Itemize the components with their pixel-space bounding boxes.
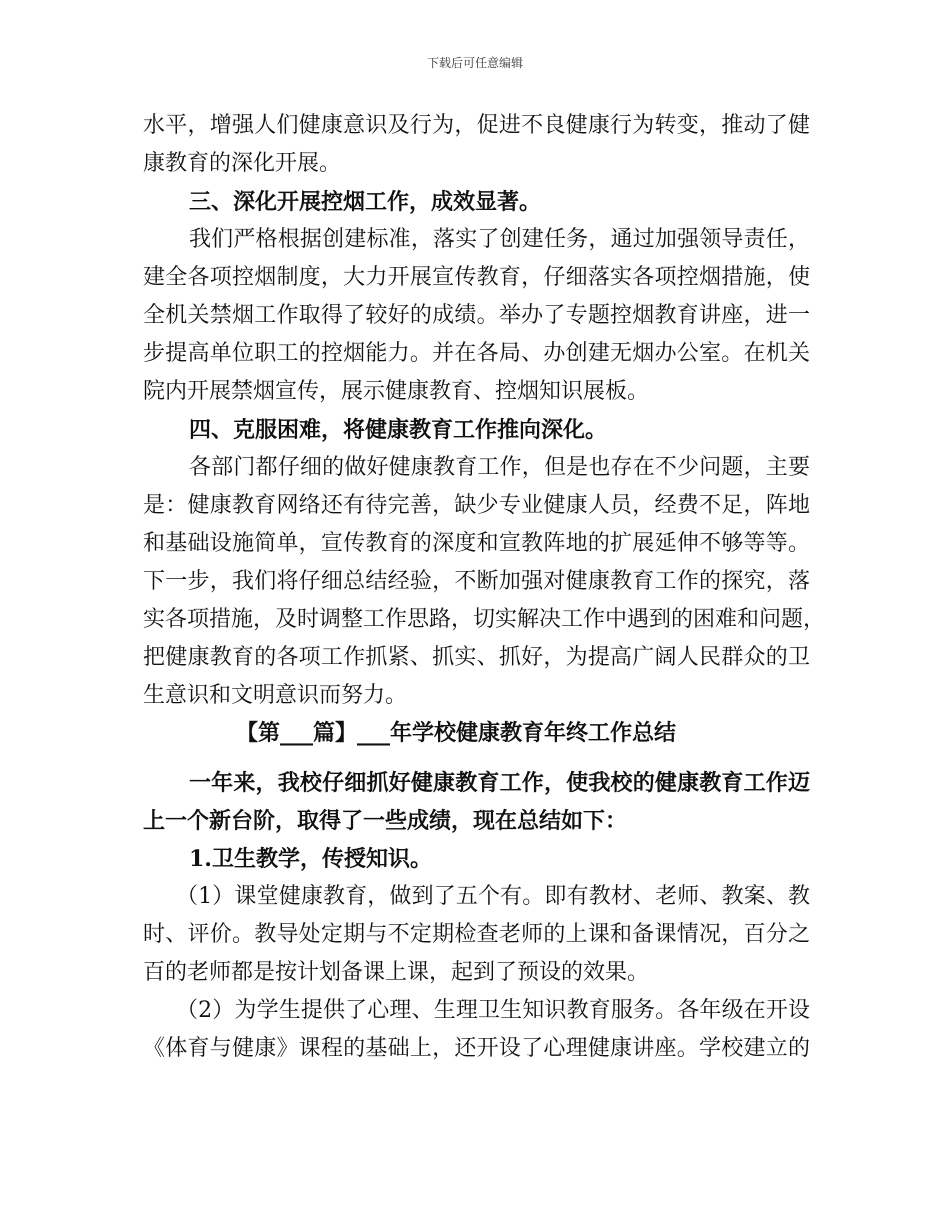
paragraph-line: 生意识和文明意识而努力。 [143,683,408,708]
paragraph-line: 各部门都仔细的做好健康教育工作，但是也存在不少问题，主要 [189,455,810,480]
section-heading: 四、克服困难，将健康教育工作推向深化。 [189,417,608,443]
paragraph-line: 和基础设施简单，宣传教育的深度和宣教阵地的扩展延伸不够等等。 [143,531,810,556]
paragraph-line: 时、评价。教导处定期与不定期检查老师的上课和备课情况，百分之 [143,922,810,947]
point-heading: 1.卫生教学，传授知识。 [189,846,432,872]
paragraph-line: （1）课堂健康教育，做到了五个有。即有教材、老师、教案、教 [176,884,810,909]
paragraph-line: 下一步，我们将仔细总结经验，不断加强对健康教育工作的探究，落 [143,569,810,594]
paragraph-line: 全机关禁烟工作取得了较好的成绩。举办了专题控烟教育讲座，进一 [143,303,810,328]
paragraph-line: （2）为学生提供了心理、生理卫生知识教育服务。各年级在开设 [176,998,810,1023]
intro-line: 一年来，我校仔细抓好健康教育工作，使我校的健康教育工作迈 [189,770,810,796]
paragraph-line: 实各项措施，及时调整工作思路，切实解决工作中遇到的困难和问题， [143,607,826,632]
paragraph-line: 是：健康教育网络还有待完善，缺少专业健康人员，经费不足，阵地 [143,493,810,518]
paragraph-line: 把健康教育的各项工作抓紧、抓实、抓好，为提高广阔人民群众的卫 [143,645,810,670]
page-header: 下载后可任意编辑 [426,56,523,70]
section-heading: 三、深化开展控烟工作，成效显著。 [189,189,542,215]
article-title: 【第___篇】___年学校健康教育年终工作总结 [236,720,677,746]
paragraph-line: 水平，增强人们健康意识及行为，促进不良健康行为转变，推动了健 [143,113,810,138]
paragraph-line: 院内开展禁烟宣传，展示健康教育、控烟知识展板。 [143,379,650,404]
paragraph-line: 我们严格根据创建标准，落实了创建任务，通过加强领导责任， [189,227,810,252]
intro-line: 上一个新台阶，取得了一些成绩，现在总结如下： [143,808,628,834]
paragraph-line: 康教育的深化开展。 [143,151,342,176]
paragraph-line: 百的老师都是按计划备课上课，起到了预设的效果。 [143,960,650,985]
paragraph-line: 步提高单位职工的控烟能力。并在各局、办创建无烟办公室。在机关 [143,341,810,366]
paragraph-line: 《体育与健康》课程的基础上，还开设了心理健康讲座。学校建立的 [143,1036,810,1061]
paragraph-line: 建全各项控烟制度，大力开展宣传教育，仔细落实各项控烟措施，使 [143,265,810,290]
